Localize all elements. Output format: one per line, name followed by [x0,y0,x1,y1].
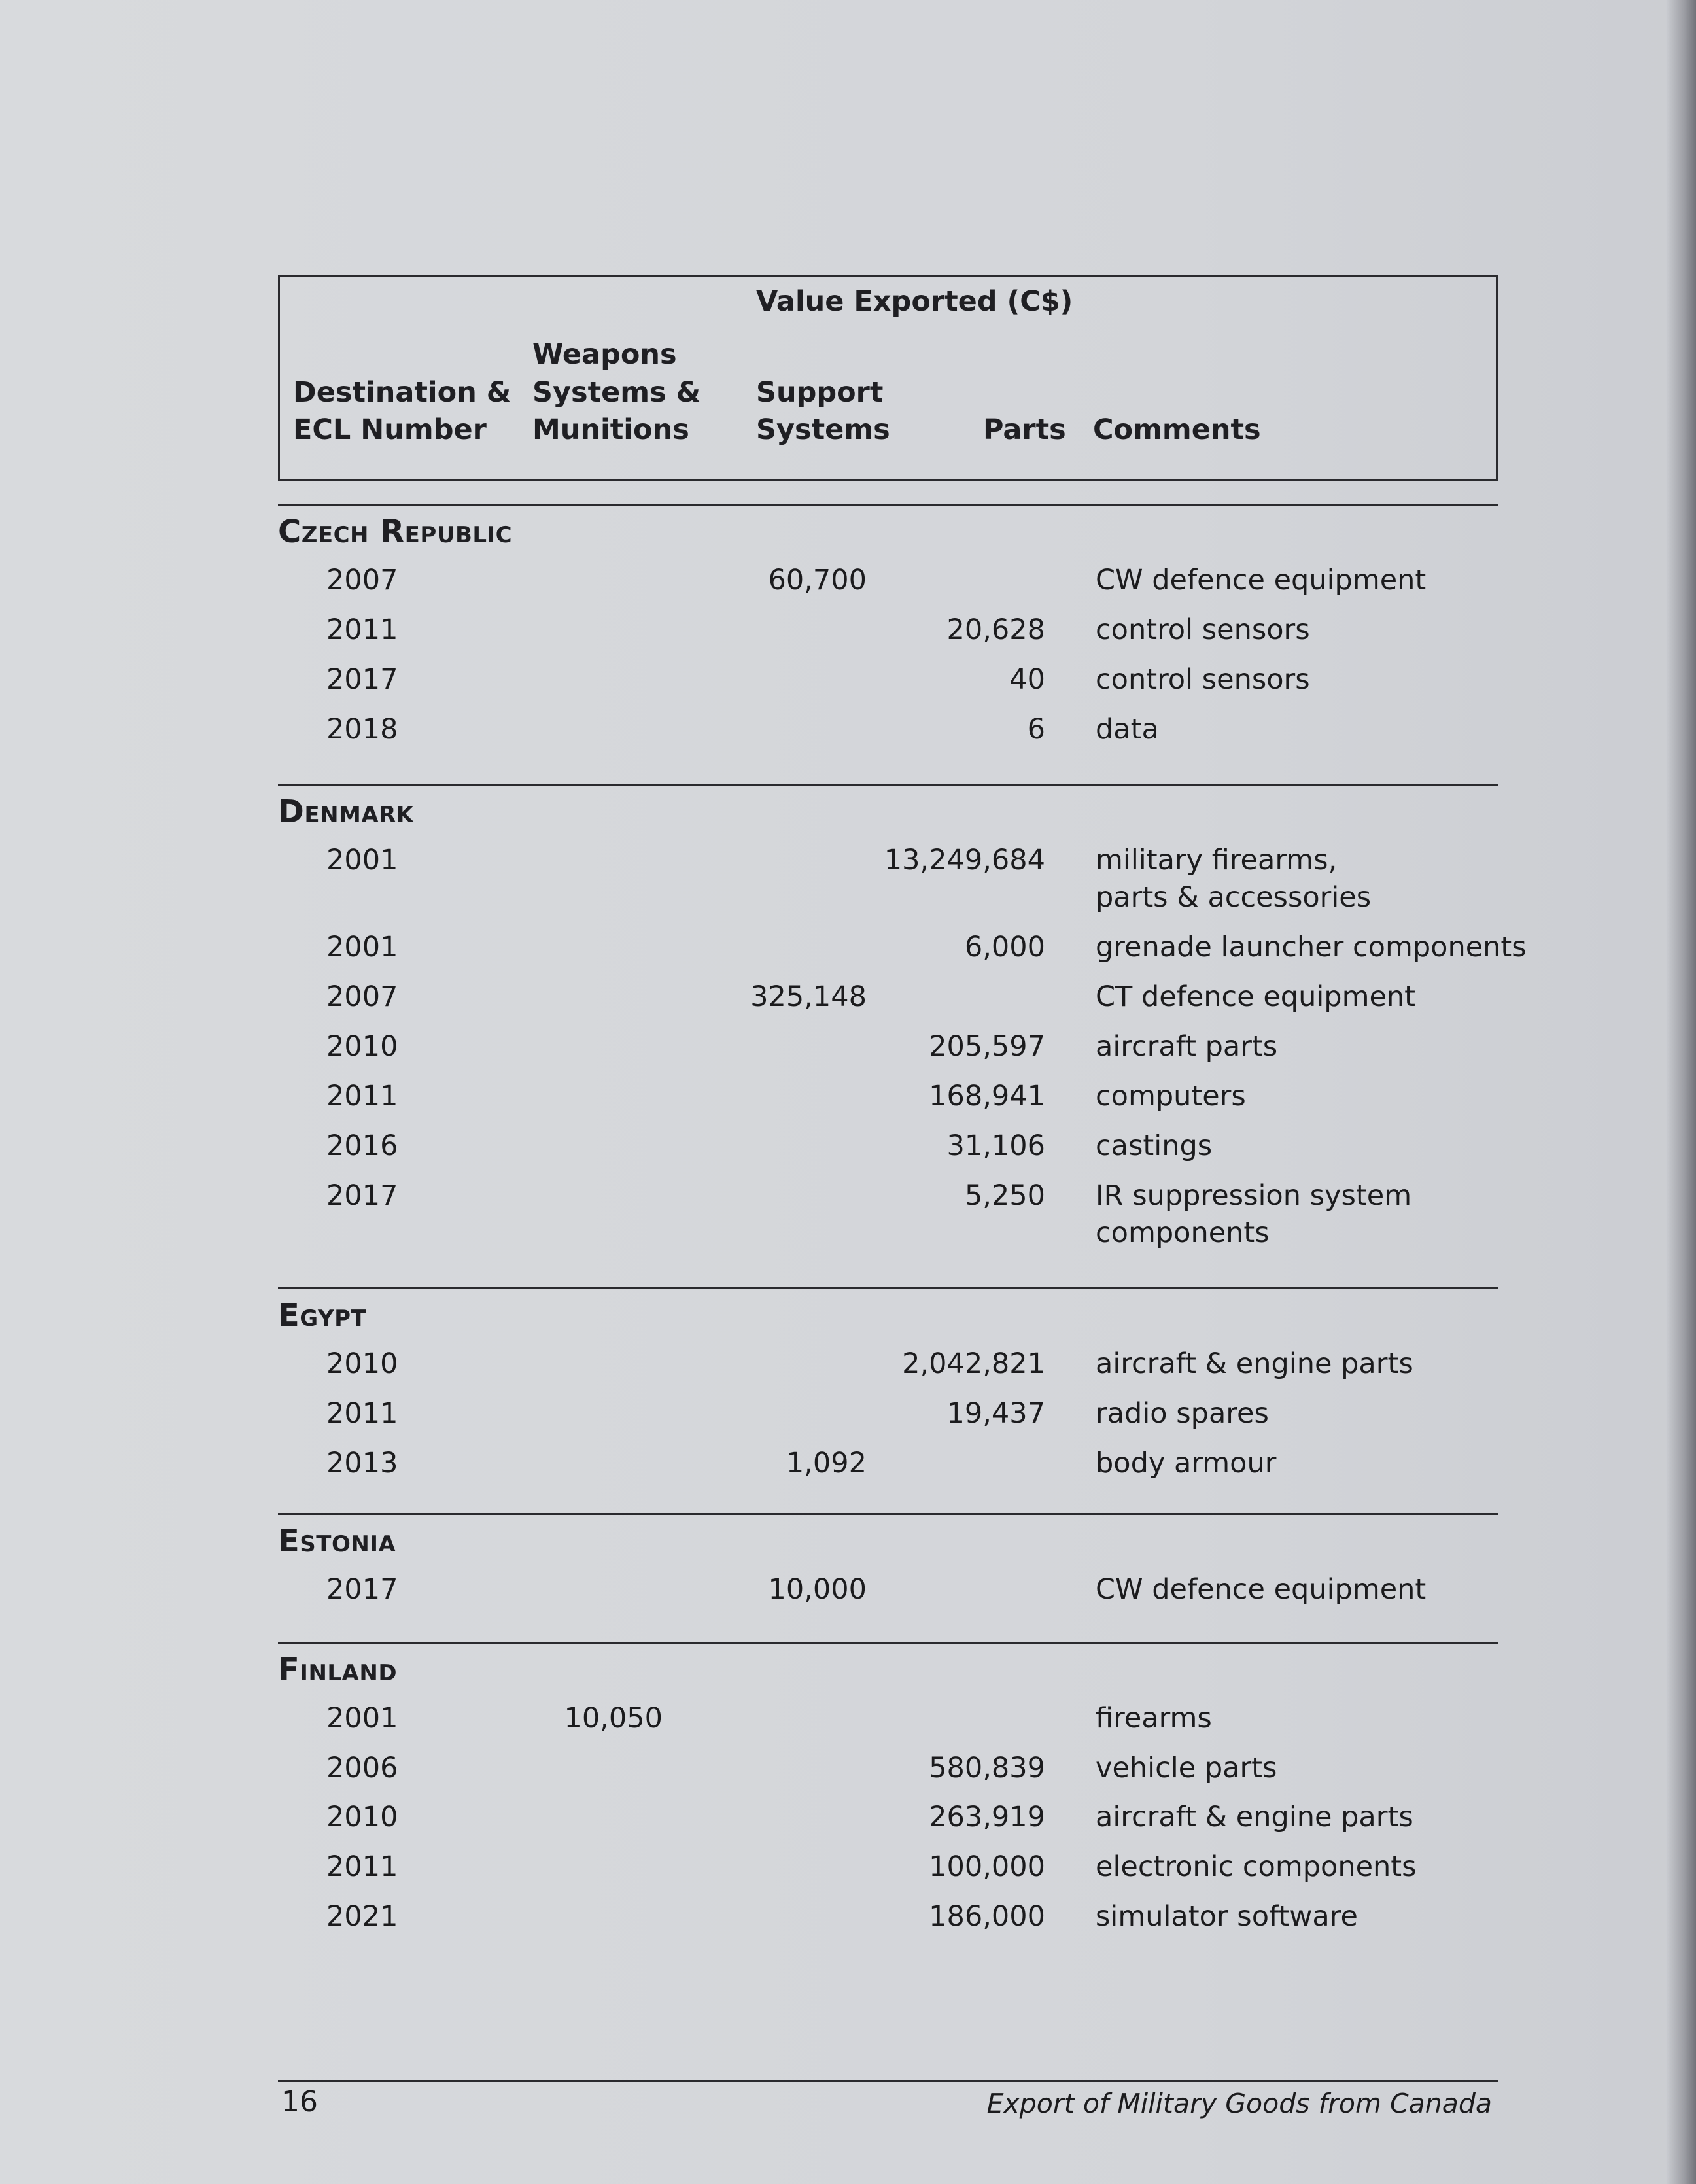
table-row [0,1395,1696,1434]
table-row [0,1078,1696,1117]
table-row [0,562,1696,601]
table-row [0,1128,1696,1167]
comment-cell: CT defence equipment [1096,980,1416,1013]
table-row [0,929,1696,968]
parts-value-cell: 168,941 [929,1080,1045,1113]
table-row [0,661,1696,701]
support-value-cell: 1,092 [786,1447,867,1480]
year-cell: 2010 [326,1347,398,1380]
section-rule [278,784,1498,786]
support-value-cell: 10,000 [768,1573,867,1606]
table-row [0,1700,1696,1739]
section-rule [278,1287,1498,1289]
year-cell: 2010 [326,1030,398,1063]
year-cell: 2018 [326,713,398,746]
comment-cell: vehicle parts [1096,1752,1277,1784]
table-row [0,1028,1696,1067]
parts-value-cell: 6,000 [964,931,1045,963]
table-row [0,1848,1696,1888]
parts-value-cell: 186,000 [929,1900,1045,1933]
table-row [0,1750,1696,1789]
comments-header: Comments [1093,413,1261,446]
section-rule [278,504,1498,506]
weapons-header-line2: Systems & [532,376,701,409]
table-row [0,1898,1696,1937]
year-cell: 2007 [326,980,398,1013]
year-cell: 2006 [326,1752,398,1784]
country-heading: Estonia [278,1523,396,1559]
comment-cell: aircraft parts [1096,1030,1278,1063]
year-cell: 2011 [326,1397,398,1430]
parts-value-cell: 2,042,821 [902,1347,1045,1380]
year-cell: 2017 [326,1573,398,1606]
table-row [0,612,1696,651]
country-heading: Finland [278,1652,398,1688]
table-row [0,1571,1696,1610]
table-row [0,1445,1696,1484]
comment-cell: military firearms, [1096,844,1338,876]
year-cell: 2011 [326,1080,398,1113]
comment-cell: parts & accessories [1096,881,1372,914]
comment-cell: electronic components [1096,1850,1417,1883]
country-heading: Egypt [278,1297,367,1334]
comment-cell: CW defence equipment [1096,564,1427,597]
parts-header: Parts [983,413,1066,446]
parts-value-cell: 5,250 [964,1179,1045,1212]
weapons-header-line3: Munitions [532,413,689,446]
parts-value-cell: 580,839 [929,1752,1045,1784]
section-rule [278,1642,1498,1644]
table-row [0,1799,1696,1838]
country-heading: Denmark [278,793,414,830]
table-row [0,1177,1696,1249]
destination-header-line2: ECL Number [293,413,487,446]
year-cell: 2017 [326,663,398,696]
comment-cell: firearms [1096,1702,1212,1735]
year-cell: 2001 [326,844,398,876]
year-cell: 2016 [326,1130,398,1162]
year-cell: 2010 [326,1801,398,1833]
parts-value-cell: 205,597 [929,1030,1045,1063]
parts-value-cell: 13,249,684 [884,844,1045,876]
support-value-cell: 60,700 [768,564,867,597]
year-cell: 2001 [326,1702,398,1735]
table-row [0,842,1696,914]
comment-cell: data [1096,713,1159,746]
comment-cell: control sensors [1096,614,1310,646]
support-header-line2: Systems [756,413,890,446]
year-cell: 2017 [326,1179,398,1212]
comment-cell: aircraft & engine parts [1096,1801,1413,1833]
footer-title: Export of Military Goods from Canada [986,2088,1492,2119]
parts-value-cell: 40 [1009,663,1045,696]
comment-cell: components [1096,1217,1270,1249]
comment-cell: aircraft & engine parts [1096,1347,1413,1380]
page-number: 16 [281,2085,318,2119]
comment-cell: simulator software [1096,1900,1358,1933]
year-cell: 2007 [326,564,398,597]
comment-cell: control sensors [1096,663,1310,696]
country-heading: Czech Republic [278,513,513,550]
table-row [0,711,1696,750]
section-rule [278,1513,1498,1515]
parts-value-cell: 31,106 [946,1130,1045,1162]
weapons-header-line1: Weapons [532,338,677,371]
comment-cell: grenade launcher components [1096,931,1527,963]
value-exported-heading: Value Exported (C$) [756,285,1073,318]
year-cell: 2011 [326,614,398,646]
comment-cell: body armour [1096,1447,1277,1480]
parts-value-cell: 20,628 [946,614,1045,646]
year-cell: 2013 [326,1447,398,1480]
weapons-value-cell: 10,050 [564,1702,663,1735]
comment-cell: computers [1096,1080,1246,1113]
parts-value-cell: 100,000 [929,1850,1045,1883]
destination-header-line1: Destination & [293,376,511,409]
footer-rule [278,2080,1498,2082]
table-row [0,979,1696,1018]
support-value-cell: 325,148 [750,980,867,1013]
parts-value-cell: 6 [1027,713,1045,746]
comment-cell: CW defence equipment [1096,1573,1427,1606]
support-header-line1: Support [756,376,884,409]
year-cell: 2021 [326,1900,398,1933]
year-cell: 2001 [326,931,398,963]
parts-value-cell: 263,919 [929,1801,1045,1833]
year-cell: 2011 [326,1850,398,1883]
comment-cell: radio spares [1096,1397,1269,1430]
parts-value-cell: 19,437 [946,1397,1045,1430]
comment-cell: castings [1096,1130,1213,1162]
table-row [0,1345,1696,1385]
comment-cell: IR suppression system [1096,1179,1412,1212]
